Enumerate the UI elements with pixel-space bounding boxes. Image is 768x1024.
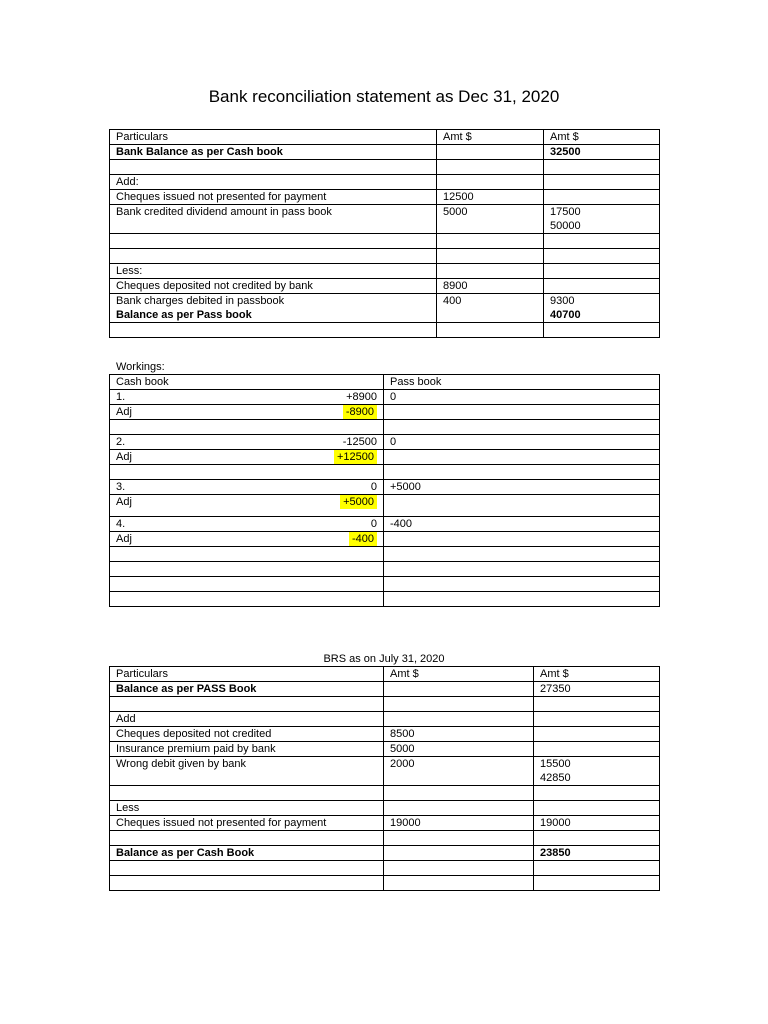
- table-cell: Cheques issued not presented for payment: [110, 816, 384, 831]
- cashbook-cell: [110, 405, 384, 420]
- table-cell: [534, 757, 660, 786]
- table-row: [110, 712, 660, 727]
- table-cell: 5000: [384, 742, 534, 757]
- table-cell: [544, 323, 660, 338]
- table-cell: Cheques deposited not credited: [110, 727, 384, 742]
- cashbook-cell: [110, 592, 384, 607]
- cashbook-cell: [110, 532, 384, 547]
- table-row: [110, 375, 660, 390]
- cell-line: 9300: [550, 295, 575, 307]
- cell-line: 17500: [550, 206, 581, 218]
- table-cell: 5000: [437, 205, 544, 234]
- table-cell: [384, 801, 534, 816]
- passbook-cell: Pass book: [384, 375, 660, 390]
- table-cell: Amt $: [534, 667, 660, 682]
- table-cell: [384, 876, 534, 891]
- table-cell: Amt $: [384, 667, 534, 682]
- table-cell: 19000: [534, 816, 660, 831]
- cell-line: Balance as per Pass book: [116, 309, 252, 321]
- passbook-cell: [384, 450, 660, 465]
- table-cell: [544, 294, 660, 323]
- cell-line: 42850: [540, 772, 571, 784]
- table-cell: 400: [437, 294, 544, 323]
- passbook-cell: [384, 495, 660, 517]
- table-cell: [544, 190, 660, 205]
- table-cell: [544, 234, 660, 249]
- table-cell: [110, 697, 384, 712]
- table-row: [110, 876, 660, 891]
- cashbook-cell: [110, 480, 384, 495]
- cashbook-cell: [110, 547, 384, 562]
- table-cell: [534, 876, 660, 891]
- table-cell: 12500: [437, 190, 544, 205]
- table-cell: 19000: [384, 816, 534, 831]
- cashbook-value: -400: [349, 532, 377, 546]
- table-row: [110, 130, 660, 145]
- table-cell: Add: [110, 712, 384, 727]
- table-cell: [110, 234, 437, 249]
- table-row: [110, 175, 660, 190]
- table-cell: [110, 294, 437, 323]
- cashbook-value: +12500: [334, 450, 377, 464]
- table-cell: [544, 249, 660, 264]
- table-cell: Particulars: [110, 667, 384, 682]
- cashbook-cell: [110, 390, 384, 405]
- table-cell: [110, 323, 437, 338]
- table-row: [110, 495, 660, 517]
- passbook-cell: [384, 577, 660, 592]
- table-row: [110, 294, 660, 323]
- cashbook-cell: [110, 465, 384, 480]
- table-cell: Wrong debit given by bank: [110, 757, 384, 786]
- table-row: [110, 145, 660, 160]
- table-row: [110, 831, 660, 846]
- table-row: [110, 562, 660, 577]
- table-cell: [384, 712, 534, 727]
- table-cell: [437, 264, 544, 279]
- table-cell: 23850: [534, 846, 660, 861]
- cashbook-label: Adj: [116, 451, 132, 463]
- table-cell: Cheques issued not presented for payment: [110, 190, 437, 205]
- cashbook-cell: [110, 517, 384, 532]
- table-row: [110, 323, 660, 338]
- table-cell: [384, 786, 534, 801]
- table-row: [110, 577, 660, 592]
- brs-dec-table: [109, 129, 660, 338]
- table-cell: [384, 846, 534, 861]
- cashbook-value: +8900: [346, 391, 377, 403]
- table-row: [110, 279, 660, 294]
- table-cell: [544, 205, 660, 234]
- table-cell: [534, 742, 660, 757]
- table-row: [110, 861, 660, 876]
- table-cell: [384, 831, 534, 846]
- table-row: [110, 249, 660, 264]
- table-cell: [534, 861, 660, 876]
- cashbook-cell: [110, 562, 384, 577]
- table-cell: Balance as per PASS Book: [110, 682, 384, 697]
- passbook-cell: [384, 562, 660, 577]
- table-cell: 8500: [384, 727, 534, 742]
- table-cell: [437, 234, 544, 249]
- table-cell: [544, 264, 660, 279]
- cashbook-cell: [110, 495, 384, 517]
- table-cell: [534, 712, 660, 727]
- passbook-cell: 0: [384, 390, 660, 405]
- passbook-cell: [384, 532, 660, 547]
- cashbook-cell: [110, 450, 384, 465]
- table-cell: 2000: [384, 757, 534, 786]
- table-row: [110, 190, 660, 205]
- workings-label: Workings:: [116, 361, 165, 373]
- table-row: [110, 390, 660, 405]
- cashbook-value: +5000: [340, 495, 377, 509]
- passbook-cell: [384, 547, 660, 562]
- table-cell: 8900: [437, 279, 544, 294]
- table-row: [110, 801, 660, 816]
- table-row: [110, 547, 660, 562]
- cell-line: 50000: [550, 220, 581, 232]
- table-row: [110, 205, 660, 234]
- table-cell: Add:: [110, 175, 437, 190]
- page-title: Bank reconciliation statement as Dec 31, 2020: [208, 87, 560, 106]
- table-cell: [534, 801, 660, 816]
- cell-line: Bank charges debited in passbook: [116, 295, 285, 307]
- passbook-cell: +5000: [384, 480, 660, 495]
- table-cell: [437, 160, 544, 175]
- passbook-cell: [384, 405, 660, 420]
- table-row: [110, 742, 660, 757]
- table-cell: [437, 249, 544, 264]
- cashbook-label: 1.: [116, 391, 126, 403]
- cashbook-value: 0: [370, 481, 377, 493]
- table-row: [110, 786, 660, 801]
- table-cell: Bank credited dividend amount in pass book: [110, 205, 437, 234]
- cashbook-label: Adj: [116, 533, 132, 545]
- table-row: [110, 727, 660, 742]
- table-cell: [110, 861, 384, 876]
- table-row: [110, 435, 660, 450]
- table-cell: Cheques deposited not credited by bank: [110, 279, 437, 294]
- table-row: [110, 667, 660, 682]
- table-cell: Balance as per Cash Book: [110, 846, 384, 861]
- table-row: [110, 405, 660, 420]
- table-cell: 27350: [534, 682, 660, 697]
- table-cell: [437, 145, 544, 160]
- cashbook-value: -12500: [342, 436, 377, 448]
- workings-table: [109, 374, 660, 607]
- table-row: [110, 757, 660, 786]
- cashbook-cell: [110, 420, 384, 435]
- table-cell: [544, 160, 660, 175]
- table-cell: Insurance premium paid by bank: [110, 742, 384, 757]
- cell-line: 40700: [550, 309, 581, 321]
- table-row: [110, 517, 660, 532]
- cashbook-label: Cash book: [116, 376, 169, 388]
- cashbook-cell: [110, 375, 384, 390]
- table-row: [110, 682, 660, 697]
- table-row: [110, 160, 660, 175]
- table-row: [110, 816, 660, 831]
- table-cell: [110, 160, 437, 175]
- table-cell: [534, 786, 660, 801]
- table-cell: [384, 861, 534, 876]
- cashbook-cell: [110, 435, 384, 450]
- cashbook-label: Adj: [116, 496, 132, 508]
- table-cell: Less:: [110, 264, 437, 279]
- table-cell: Bank Balance as per Cash book: [110, 145, 437, 160]
- table-cell: [534, 831, 660, 846]
- table-row: [110, 532, 660, 547]
- table-cell: Amt $: [544, 130, 660, 145]
- table-row: [110, 264, 660, 279]
- table-cell: [534, 697, 660, 712]
- table-cell: [110, 876, 384, 891]
- brs-july-table: [109, 666, 660, 891]
- table-cell: [384, 682, 534, 697]
- cashbook-label: 4.: [116, 518, 126, 530]
- table-cell: [110, 831, 384, 846]
- table-row: [110, 234, 660, 249]
- table-row: [110, 592, 660, 607]
- table-cell: Amt $: [437, 130, 544, 145]
- passbook-cell: [384, 465, 660, 480]
- table-row: [110, 846, 660, 861]
- table-row: [110, 465, 660, 480]
- passbook-cell: -400: [384, 517, 660, 532]
- table-row: [110, 420, 660, 435]
- cashbook-label: Adj: [116, 406, 132, 418]
- table-cell: [110, 786, 384, 801]
- table-cell: [437, 323, 544, 338]
- table-cell: [110, 249, 437, 264]
- passbook-cell: [384, 592, 660, 607]
- table-cell: Particulars: [110, 130, 437, 145]
- cashbook-label: 2.: [116, 436, 126, 448]
- table-cell: [437, 175, 544, 190]
- table-row: [110, 480, 660, 495]
- cashbook-value: -8900: [343, 405, 377, 419]
- cashbook-cell: [110, 577, 384, 592]
- passbook-cell: [384, 420, 660, 435]
- cashbook-label: 3.: [116, 481, 126, 493]
- brs-july-caption: BRS as on July 31, 2020: [323, 653, 445, 665]
- table-row: [110, 450, 660, 465]
- table-cell: [544, 175, 660, 190]
- table-cell: [544, 279, 660, 294]
- table-row: [110, 697, 660, 712]
- cell-line: 15500: [540, 758, 571, 770]
- passbook-cell: 0: [384, 435, 660, 450]
- table-cell: [534, 727, 660, 742]
- table-cell: [384, 697, 534, 712]
- cashbook-value: 0: [370, 518, 377, 530]
- table-cell: Less: [110, 801, 384, 816]
- table-cell: 32500: [544, 145, 660, 160]
